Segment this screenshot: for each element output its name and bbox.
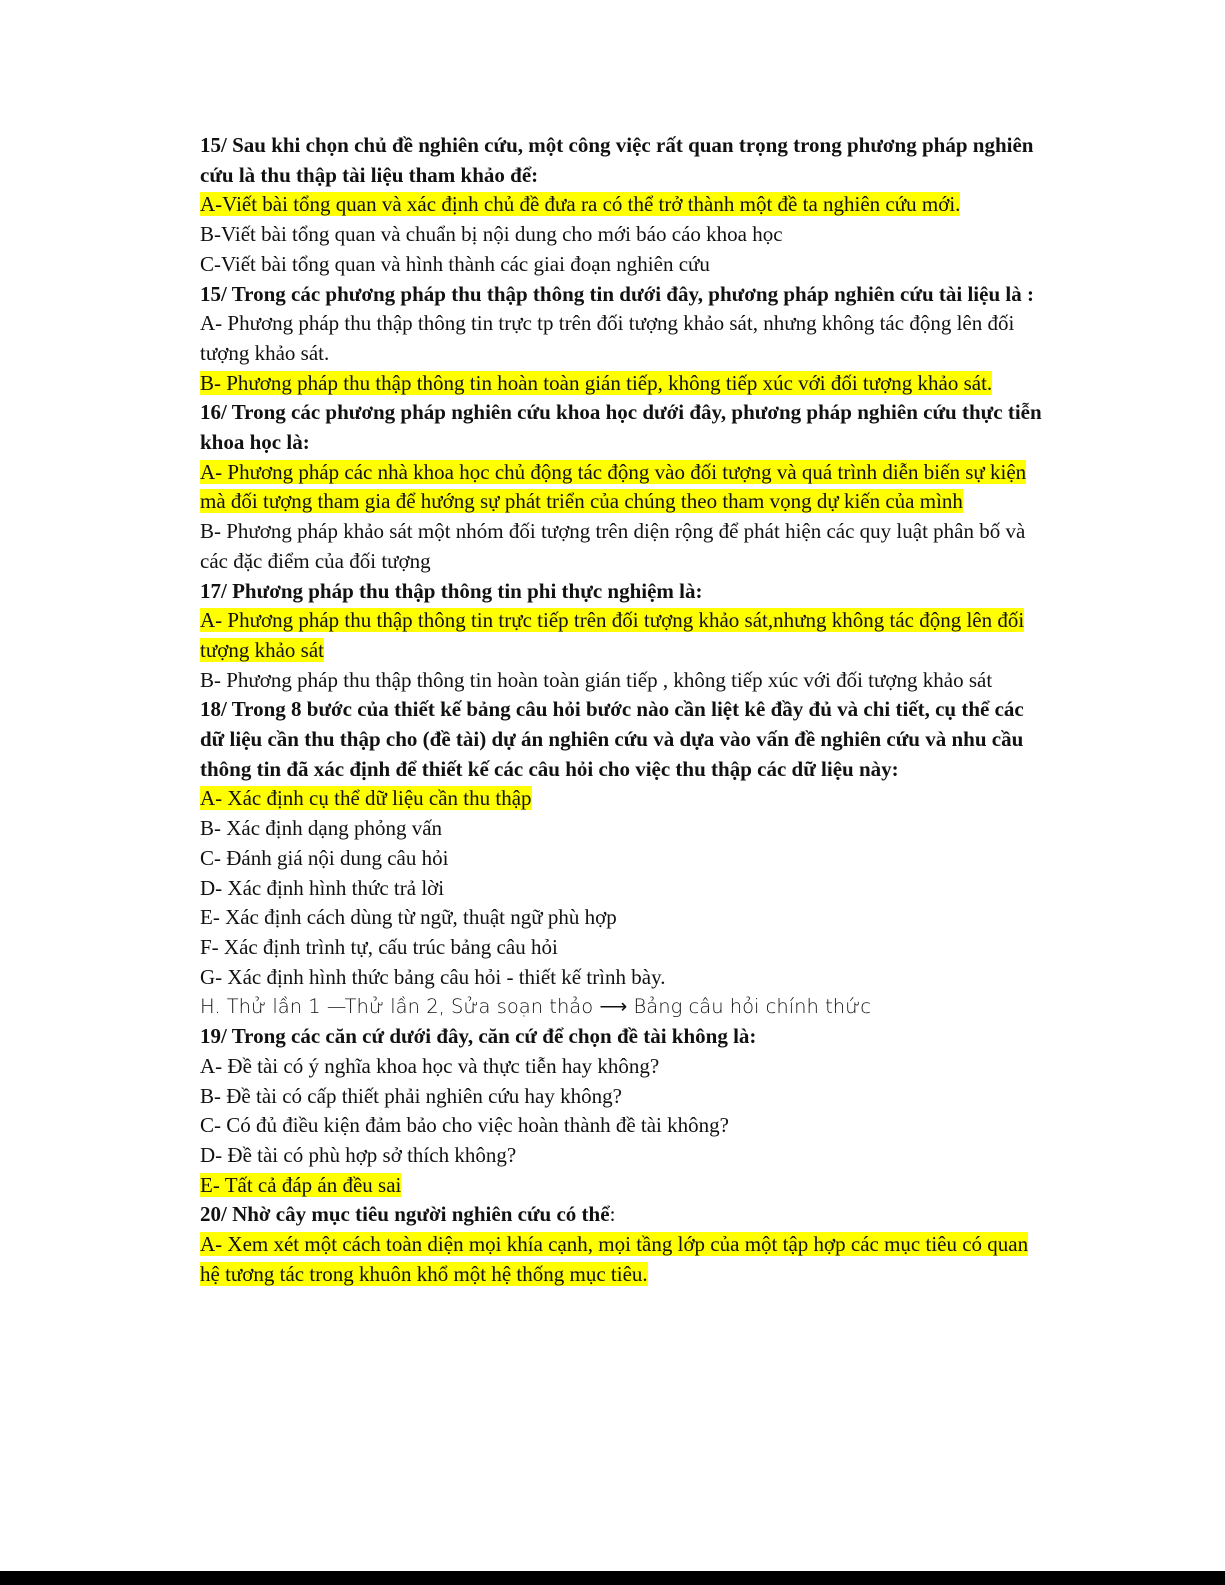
- option-17-b: B- Phương pháp thu thập thông tin hoàn toàn gián tiếp , không tiếp xúc với đối tượng khảo sát: [200, 667, 993, 692]
- question-15a: 15/ Sau khi chọn chủ đề nghiên cứu, một công việc rất quan trọng trong phương pháp nghiên cứu là thu thập tài liệu tham khảo để:: [200, 133, 1034, 187]
- option-18-e: E- Xác định cách dùng từ ngữ, thuật ngữ phù hợp: [200, 905, 617, 930]
- option-18-a: A- Xác định cụ thể dữ liệu cần thu thập: [200, 786, 532, 811]
- option-15a-a: A-Viết bài tổng quan và xác định chủ đề đưa ra có thể trở thành một đề ta nghiên cứu mới.: [200, 192, 961, 217]
- option-16-a: A- Phương pháp các nhà khoa học chủ động tác động vào đối tượng và quá trình diễn biến sự kiện mà đối tượng tham gia để hướng sự phát triển của chúng theo tham vọng dự kiến của mình: [200, 459, 1027, 514]
- option-18-f: F- Xác định trình tự, cấu trúc bảng câu hỏi: [200, 934, 558, 959]
- option-18-h: H. Thử lần 1 —Thử lần 2, Sửa soạn thảo ⟶ Bảng câu hỏi chính thức: [200, 995, 871, 1019]
- option-19-c: C- Có đủ điều kiện đảm bảo cho việc hoàn thành đề tài không?: [200, 1113, 729, 1138]
- option-18-d: D- Xác định hình thức trả lời: [200, 875, 445, 900]
- option-19-b: B- Đề tài có cấp thiết phải nghiên cứu hay không?: [200, 1083, 622, 1108]
- question-20: 20/ Nhờ cây mục tiêu người nghiên cứu có thể:: [200, 1202, 616, 1227]
- question-17: 17/ Phương pháp thu thập thông tin phi thực nghiệm là:: [200, 578, 703, 603]
- option-16-b: B- Phương pháp khảo sát một nhóm đối tượng trên diện rộng để phát hiện các quy luật phân bố và các đặc điểm của đối tượng: [200, 519, 1026, 573]
- document-body: [200, 131, 1045, 1289]
- option-15a-c: C-Viết bài tổng quan và hình thành các giai đoạn nghiên cứu: [200, 251, 710, 276]
- option-15b-a: A- Phương pháp thu thập thông tin trực tp trên đối tượng khảo sát, nhưng không tác động lên đối tượng khảo sát.: [200, 311, 1015, 365]
- option-17-a: A- Phương pháp thu thập thông tin trực tiếp trên đối tượng khảo sát,nhưng không tác động lên đối tượng khảo sát: [200, 608, 1025, 662]
- question-16: 16/ Trong các phương pháp nghiên cứu khoa học dưới đây, phương pháp nghiên cứu thực tiễn khoa học là:: [200, 400, 1042, 455]
- option-18-b: B- Xác định dạng phỏng vấn: [200, 816, 443, 841]
- option-19-a: A- Đề tài có ý nghĩa khoa học và thực tiễn hay không?: [200, 1053, 660, 1078]
- question-18: 18/ Trong 8 bước của thiết kế bảng câu hỏi bước nào cần liệt kê đầy đủ và chi tiết, cụ thể các dữ liệu cần thu thập cho (đề tài) dự án nghiên cứu và dựa vào vấn đề nghiên cứu và nhu cầu thông tin đã xác định để thiết kế các câu hỏi cho việc thu thập các dữ liệu này:: [200, 697, 1024, 781]
- question-15b: 15/ Trong các phương pháp thu thập thông tin dưới đây, phương pháp nghiên cứu tài liệu là :: [200, 281, 1034, 306]
- question-19: 19/ Trong các căn cứ dưới đây, căn cứ để chọn đề tài không là:: [200, 1024, 757, 1049]
- page-bottom-border: [0, 1571, 1225, 1585]
- option-19-e: E- Tất cả đáp án đều sai: [200, 1172, 402, 1197]
- option-19-d: D- Đề tài có phù hợp sở thích không?: [200, 1142, 517, 1167]
- option-15a-b: B-Viết bài tổng quan và chuẩn bị nội dung cho mới báo cáo khoa học: [200, 222, 783, 247]
- option-15b-b: B- Phương pháp thu thập thông tin hoàn toàn gián tiếp, không tiếp xúc với đối tượng khảo sát.: [200, 370, 993, 395]
- option-20-a: A- Xem xét một cách toàn diện mọi khía cạnh, mọi tầng lớp của một tập hợp các mục tiêu có quan hệ tương tác trong khuôn khổ một hệ thống mục tiêu.: [200, 1232, 1029, 1286]
- option-18-g: G- Xác định hình thức bảng câu hỏi - thiết kế trình bày.: [200, 964, 666, 989]
- question-20-colon: :: [609, 1202, 616, 1227]
- option-18-c: C- Đánh giá nội dung câu hỏi: [200, 845, 449, 870]
